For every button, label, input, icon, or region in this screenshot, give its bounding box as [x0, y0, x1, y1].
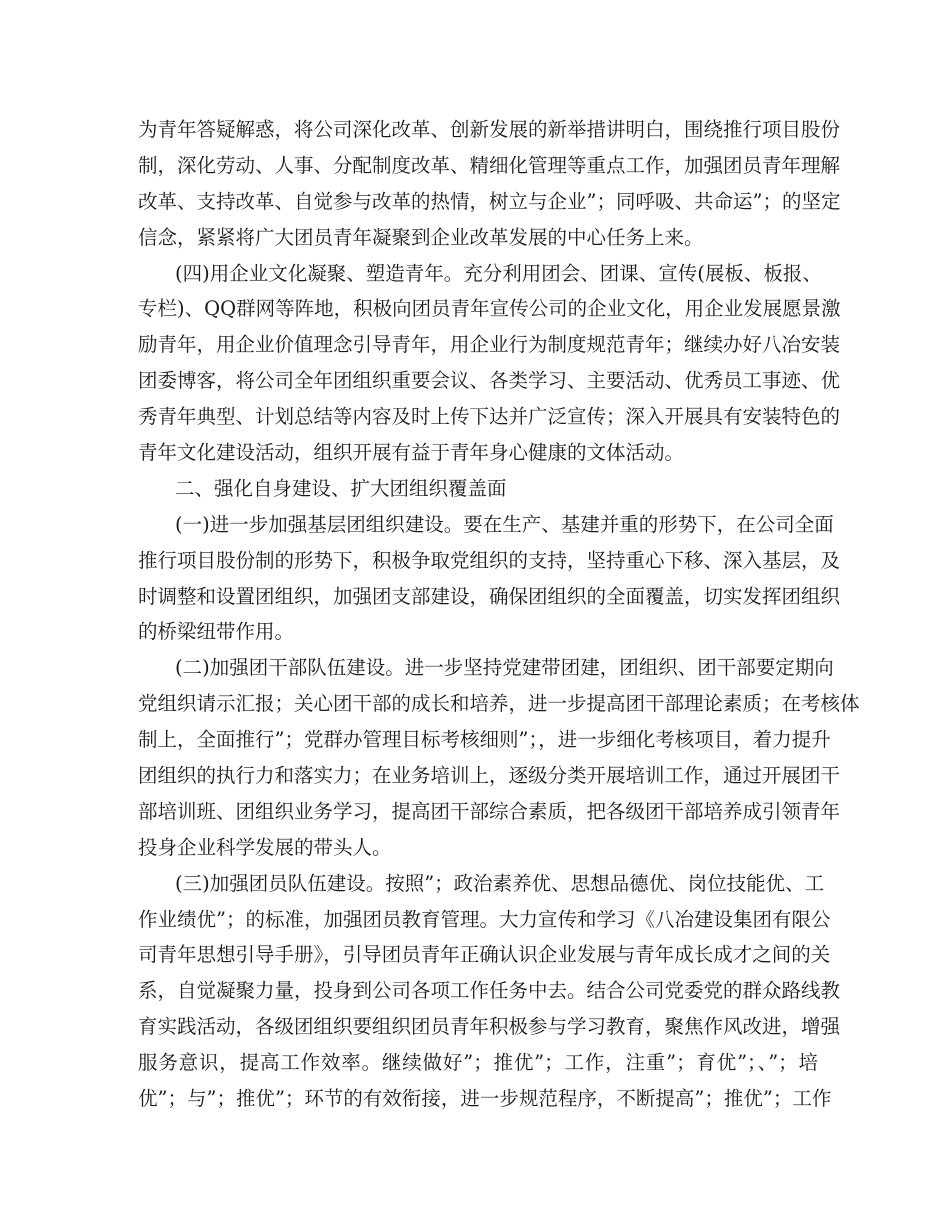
- text-line: 信念，紧紧将广大团员青年凝聚到企业改革发展的中心任务上来。: [138, 225, 704, 249]
- text-line: 投身企业科学发展的带头人。: [138, 835, 392, 859]
- text-line: 司青年思想引导手册》，引导团员青年正确认识企业发展与青年成长成才之间的关: [138, 943, 831, 967]
- section-heading-self-building: [138, 471, 818, 507]
- text-line: 党组织请示汇报；关心团干部的成长和培养，进一步提高团干部理论素质；在考核体: [138, 692, 860, 716]
- text-line: 服务意识，提高工作效率。继续做好”；推优”；工作，注重”；育优”；、”；培: [138, 1051, 818, 1075]
- text-line: 团委博客，将公司全年团组织重要会议、各类学习、主要活动、优秀员工事迹、优: [138, 369, 841, 393]
- text-line: 制上，全面推行”；党群办管理目标考核细则”；，进一步细化考核项目，着力提升: [138, 728, 831, 752]
- text-line: 秀青年典型、计划总结等内容及时上传下达并广泛宣传；深入开展具有安装特色的: [138, 405, 841, 429]
- paragraph-grassroots-organization: [138, 507, 841, 651]
- text-line: 时调整和设置团组织，加强团支部建设，确保团组织的全面覆盖，切实发挥团组织: [138, 584, 841, 608]
- section-heading: 二、强化自身建设、扩大团组织覆盖面: [175, 476, 507, 500]
- text-line: 优”；与”；推优”；环节的有效衔接，进一步规范程序，不断提高”；推优”；工作: [138, 1087, 832, 1111]
- text-line: (一)进一步加强基层团组织建设。要在生产、基建并重的形势下，在公司全面: [175, 512, 834, 536]
- paragraph-cadre-team: [138, 650, 860, 865]
- text-line: 制，深化劳动、人事、分配制度改革、精细化管理等重点工作，加强团员青年理解: [138, 153, 841, 177]
- text-line: (三)加强团员队伍建设。按照”；政治素养优、思想品德优、岗位技能优、工: [175, 871, 825, 895]
- text-line: 部培训班、团组织业务学习，提高团干部综合素质，把各级团干部培养成引领青年: [138, 799, 841, 823]
- text-line: 作业绩优”；的标准，加强团员教育管理。大力宣传和学习《八冶建设集团有限公: [138, 907, 831, 931]
- paragraph-youth-reform: [138, 112, 841, 256]
- document-page: [138, 112, 860, 1117]
- text-line: (四)用企业文化凝聚、塑造青年。充分利用团会、团课、宣传(展板、板报、: [175, 261, 822, 285]
- text-line: 励青年，用企业价值理念引导青年，用企业行为制度规范青年；继续办好八冶安装: [138, 333, 841, 357]
- paragraph-member-team: [138, 866, 841, 1117]
- text-line: 推行项目股份制的形势下，积极争取党组织的支持，坚持重心下移、深入基层，及: [138, 548, 841, 572]
- text-line: 团组织的执行力和落实力；在业务培训上，逐级分类开展培训工作，通过开展团干: [138, 764, 841, 788]
- text-line: 育实践活动，各级团组织要组织团员青年积极参与学习教育，聚焦作风改进，增强: [138, 1015, 841, 1039]
- text-line: 专栏)、QQ群网等阵地，积极向团员青年宣传公司的企业文化，用企业发展愿景激: [138, 297, 841, 321]
- text-line: 青年文化建设活动，组织开展有益于青年身心健康的文体活动。: [138, 441, 685, 465]
- text-line: 的桥梁纽带作用。: [138, 620, 295, 644]
- text-line: (二)加强团干部队伍建设。进一步坚持党建带团建，团组织、团干部要定期向: [175, 656, 834, 680]
- text-line: 为青年答疑解惑，将公司深化改革、创新发展的新举措讲明白，围绕推行项目股份: [138, 118, 841, 141]
- paragraph-corporate-culture: [138, 256, 841, 471]
- text-line: 改革、支持改革、自觉参与改革的热情，树立与企业”；同呼吸、共命运”；的坚定: [138, 189, 841, 213]
- text-line: 系，自觉凝聚力量，投身到公司各项工作任务中去。结合公司党委党的群众路线教: [138, 979, 841, 1003]
